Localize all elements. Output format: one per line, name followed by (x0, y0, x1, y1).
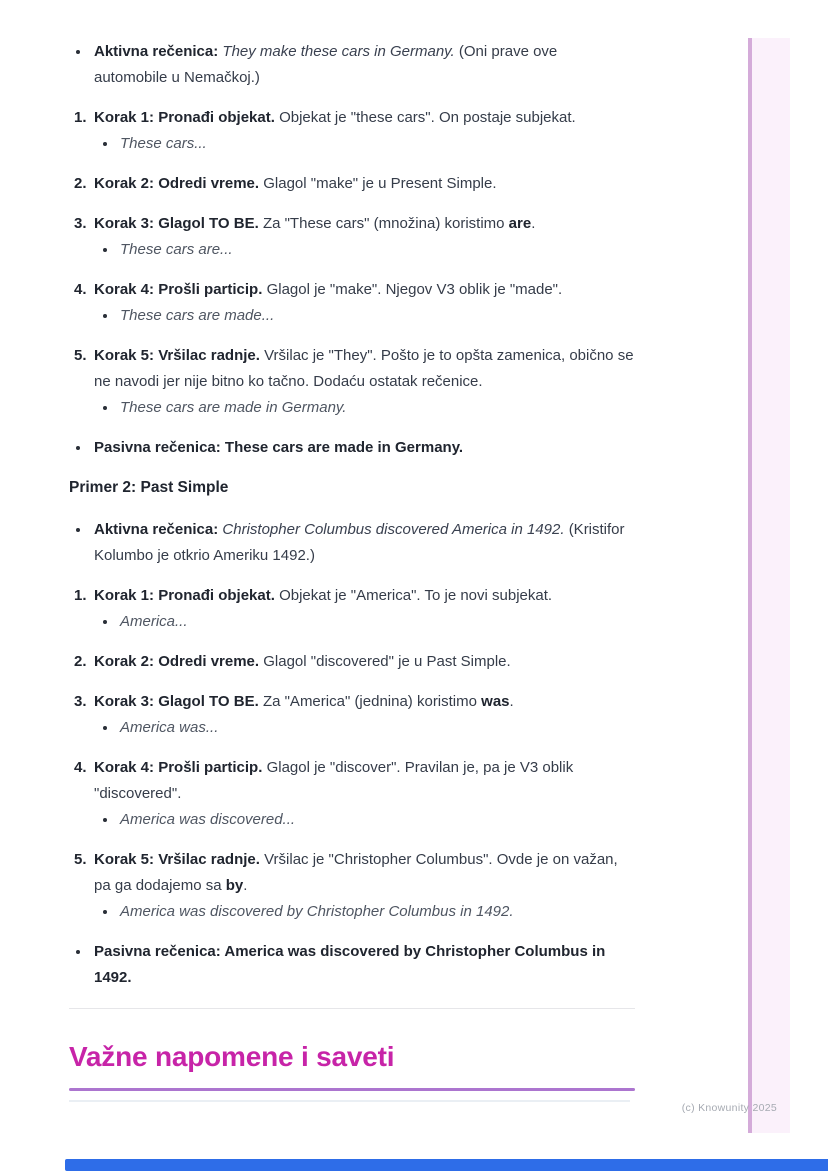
step-title: Korak 2: Odredi vreme. (94, 653, 260, 670)
step-text: Vršilac je "They". Pošto je to opšta zamenica, obično se ne navodi jer nije bitno ko tačno. Dodaću ostatak rečenice. (94, 347, 634, 390)
step-title: Korak 3: Glagol TO BE. (94, 215, 259, 232)
step-number: 3. (74, 215, 87, 232)
active-sentence-translation: (Kristifor Kolumbo je otkrio Ameriku 1492.) (94, 521, 625, 564)
bullet-icon (103, 406, 107, 410)
step-example-item (94, 715, 634, 741)
step-example-item (94, 303, 634, 329)
active-sentence-item-2 (69, 517, 634, 569)
active-sentence-translation: (Oni prave ove automobile u Nemačkoj.) (94, 43, 558, 86)
step-number: 1. (74, 587, 87, 604)
step-number: 2. (74, 653, 87, 670)
step-item-1 (69, 583, 634, 635)
step-title: Korak 1: Pronađi objekat. (94, 109, 275, 126)
active-sentence-item-1 (69, 39, 634, 91)
step-title: Korak 3: Glagol TO BE. (94, 693, 259, 710)
passive-sentence-text: Pasivna rečenica: America was discovered by Christopher Columbus in 1492. (94, 943, 606, 986)
step-item-5 (69, 847, 634, 925)
step-text: Objekat je "these cars". On postaje subjekat. (279, 109, 576, 126)
bullet-icon (76, 446, 80, 450)
bullet-icon (103, 726, 107, 730)
step-keyword: are (508, 215, 532, 232)
section-heading-underline (69, 1088, 635, 1091)
step-example-item (94, 807, 634, 833)
bullet-icon (103, 248, 107, 252)
page-side-strip-line (748, 38, 752, 1133)
step-title: Korak 5: Vršilac radnje. (94, 851, 260, 868)
step-keyword: was (481, 693, 510, 710)
step-text-after: . (243, 877, 248, 894)
step-item-3 (69, 689, 634, 741)
step-example-text: America... (120, 613, 188, 630)
step-number: 2. (74, 175, 87, 192)
faint-divider (69, 1100, 630, 1102)
step-item-1 (69, 105, 634, 157)
step-example-text: America was discovered... (120, 811, 296, 828)
step-text: Za "America" (jednina) koristimo (262, 693, 482, 710)
step-example-text: These cars... (120, 135, 207, 152)
step-example-item (94, 899, 634, 925)
step-text: Objekat je "America". To je novi subjekat. (279, 587, 553, 604)
step-number: 4. (74, 281, 87, 298)
page-side-strip (752, 38, 790, 1133)
step-text-after: . (509, 693, 514, 710)
step-example-item (94, 395, 634, 421)
step-example-item (94, 131, 634, 157)
step-number: 1. (74, 109, 87, 126)
bullet-icon (103, 620, 107, 624)
step-item-4 (69, 277, 634, 329)
passive-sentence-item-2 (69, 939, 634, 991)
bullet-icon (76, 528, 80, 532)
active-sentence-label: Aktivna rečenica: (94, 521, 219, 538)
step-item-2 (69, 171, 634, 197)
step-example-text: America was discovered by Christopher Columbus in 1492. (120, 903, 514, 920)
step-example-item (94, 237, 634, 263)
bullet-icon (103, 910, 107, 914)
step-title: Korak 1: Pronađi objekat. (94, 587, 275, 604)
step-item-2 (69, 649, 634, 675)
step-title: Korak 5: Vršilac radnje. (94, 347, 260, 364)
step-example-text: These cars are... (120, 241, 233, 258)
step-number: 5. (74, 851, 87, 868)
step-example-item (94, 609, 634, 635)
step-keyword: by (225, 877, 244, 894)
step-text: Vršilac je "Christopher Columbus". Ovde je on važan, pa ga dodajemo sa (94, 851, 618, 894)
step-text: Glagol "discovered" je u Past Simple. (263, 653, 511, 670)
active-sentence-label: Aktivna rečenica: (94, 43, 219, 60)
section-divider (69, 1008, 635, 1009)
bullet-icon (103, 818, 107, 822)
step-item-5 (69, 343, 634, 421)
bullet-icon (103, 142, 107, 146)
bullet-icon (103, 314, 107, 318)
passive-sentence-item-1 (69, 435, 634, 461)
step-example-text: These cars are made in Germany. (120, 399, 347, 416)
step-number: 3. (74, 693, 87, 710)
step-title: Korak 4: Prošli particip. (94, 281, 263, 298)
step-number: 4. (74, 759, 87, 776)
active-sentence-english: Christopher Columbus discovered America in 1492. (222, 521, 565, 538)
step-number: 5. (74, 347, 87, 364)
step-text: Za "These cars" (množina) koristimo (262, 215, 509, 232)
bullet-icon (76, 950, 80, 954)
example-2-heading: Primer 2: Past Simple (69, 479, 229, 496)
section-heading: Važne napomene i saveti (69, 1041, 395, 1072)
step-item-3 (69, 211, 634, 263)
step-example-text: America was... (120, 719, 219, 736)
passive-sentence-text: Pasivna rečenica: These cars are made in Germany. (94, 439, 464, 456)
step-text-after: . (531, 215, 536, 232)
step-example-text: These cars are made... (120, 307, 275, 324)
next-page-edge-bar (65, 1159, 828, 1171)
step-title: Korak 4: Prošli particip. (94, 759, 263, 776)
step-text: Glagol je "make". Njegov V3 oblik je "made". (266, 281, 563, 298)
document-content (69, 39, 634, 991)
active-sentence-english: They make these cars in Germany. (222, 43, 455, 60)
copyright-footer: (c) Knowunity 2025 (681, 1102, 777, 1114)
step-text: Glagol je "discover". Pravilan je, pa je V3 oblik "discovered". (94, 759, 574, 802)
step-title: Korak 2: Odredi vreme. (94, 175, 260, 192)
bullet-icon (76, 50, 80, 54)
step-item-4 (69, 755, 634, 833)
step-text: Glagol "make" je u Present Simple. (263, 175, 497, 192)
